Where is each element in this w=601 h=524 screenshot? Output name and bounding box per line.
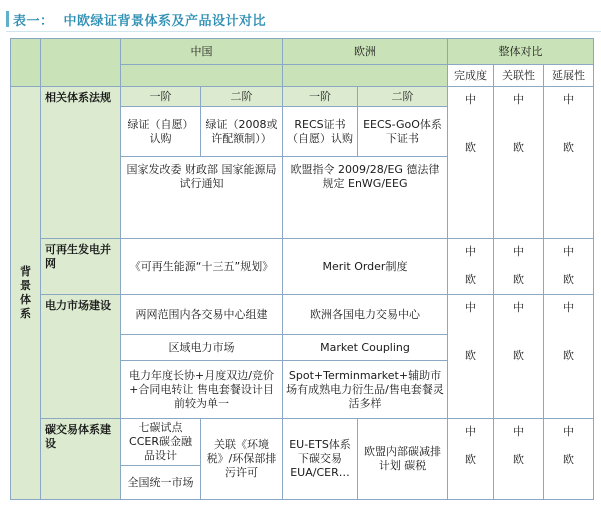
extensibility-regulations: [544, 87, 594, 239]
completeness-market: [448, 295, 494, 419]
europe-step-2-item: EECS-GoO体系下证书: [358, 107, 448, 157]
rate-europe: 欧: [513, 453, 524, 466]
category-regulations: 相关体系法规: [41, 87, 121, 239]
rate-europe: 欧: [563, 349, 574, 362]
europe-carbon-b: 欧盟内部碳减排计划 碳税: [358, 419, 448, 500]
category-carbon: 碳交易体系建设: [41, 419, 121, 500]
china-carbon-b: 关联《环境税》/环保部排污许可: [201, 419, 283, 500]
table-title: [6, 8, 266, 30]
header-completeness: 完成度: [448, 65, 494, 87]
rate-china: 中: [465, 425, 476, 438]
europe-step-2: 二阶: [358, 87, 448, 107]
europe-market-b: Market Coupling: [283, 335, 448, 361]
china-grid: 《可再生能源“十三五”规划》: [121, 239, 283, 295]
china-market-c: 电力年度长协+月度双边/竞价+合同电转让 售电套餐设计目前较为单一: [121, 361, 283, 419]
europe-carbon-a: EU-ETS体系下碳交易EUA/CER…: [283, 419, 358, 500]
rate-europe: 欧: [513, 273, 524, 286]
rate-europe: 欧: [563, 273, 574, 286]
europe-policy: 欧盟指令 2009/28/EG 德法律规定 EnWG/EEG: [283, 157, 448, 239]
relevance-carbon: [494, 419, 544, 500]
completeness-regulations: [448, 87, 494, 239]
side-char: 背: [20, 265, 31, 278]
rate-europe: 欧: [513, 141, 524, 154]
side-char: 系: [20, 307, 31, 320]
rate-china: 中: [563, 425, 574, 438]
header-overall: 整体对比: [448, 39, 594, 65]
rate-china: 中: [513, 93, 524, 106]
china-step-1-item: 绿证（自愿）认购: [121, 107, 201, 157]
rate-europe: 欧: [465, 349, 476, 362]
header-europe-spacer: [283, 65, 448, 87]
rate-china: 中: [465, 301, 476, 314]
extensibility-grid: [544, 239, 594, 295]
header-relevance: 关联性: [494, 65, 544, 87]
rate-china: 中: [563, 301, 574, 314]
rate-china: 中: [563, 93, 574, 106]
rate-europe: 欧: [563, 141, 574, 154]
europe-step-1-item: RECS证书（自愿）认购: [283, 107, 358, 157]
rate-europe: 欧: [563, 453, 574, 466]
header-china-spacer: [121, 65, 283, 87]
header-china: 中国: [121, 39, 283, 65]
europe-step-1: 一阶: [283, 87, 358, 107]
europe-market-c: Spot+Terminmarket+辅助市场有成熟电力衍生品/售电套餐灵活多样: [283, 361, 448, 419]
china-policy: 国家发改委 财政部 国家能源局 试行通知: [121, 157, 283, 239]
header-extensibility: 延展性: [544, 65, 594, 87]
rate-china: 中: [513, 425, 524, 438]
side-char: 景: [20, 279, 31, 292]
completeness-carbon: [448, 419, 494, 500]
rate-europe: 欧: [465, 453, 476, 466]
china-step-2-item: 绿证（2008或许配额制））: [201, 107, 283, 157]
relevance-regulations: [494, 87, 544, 239]
china-carbon-a: 七碳试点CCER碳金融品设计: [121, 419, 201, 466]
relevance-grid: [494, 239, 544, 295]
china-market-a: 两网范围内各交易中心组建: [121, 295, 283, 335]
side-label: [11, 87, 41, 500]
side-char: 体: [20, 293, 31, 306]
europe-grid: Merit Order制度: [283, 239, 448, 295]
europe-market-a: 欧洲各国电力交易中心: [283, 295, 448, 335]
china-market-b: 区域电力市场: [121, 335, 283, 361]
rate-europe: 欧: [465, 273, 476, 286]
header-europe: 欧洲: [283, 39, 448, 65]
rate-china: 中: [513, 245, 524, 258]
rate-china: 中: [465, 93, 476, 106]
completeness-grid: [448, 239, 494, 295]
rate-europe: 欧: [465, 141, 476, 154]
extensibility-market: [544, 295, 594, 419]
category-grid: 可再生发电并网: [41, 239, 121, 295]
rate-china: 中: [513, 301, 524, 314]
china-carbon-c: 全国统一市场: [121, 466, 201, 500]
china-step-2: 二阶: [201, 87, 283, 107]
title-divider: [6, 31, 601, 32]
corner-cell-category: [41, 39, 121, 87]
relevance-market: [494, 295, 544, 419]
rate-china: 中: [563, 245, 574, 258]
china-step-1: 一阶: [121, 87, 201, 107]
title-text: 表一： 中欧绿证背景体系及产品设计对比: [13, 13, 267, 29]
rate-europe: 欧: [513, 349, 524, 362]
category-market: 电力市场建设: [41, 295, 121, 419]
rate-china: 中: [465, 245, 476, 258]
extensibility-carbon: [544, 419, 594, 500]
comparison-table: [10, 38, 594, 500]
title-marker: [6, 11, 9, 27]
corner-cell-side: [11, 39, 41, 87]
